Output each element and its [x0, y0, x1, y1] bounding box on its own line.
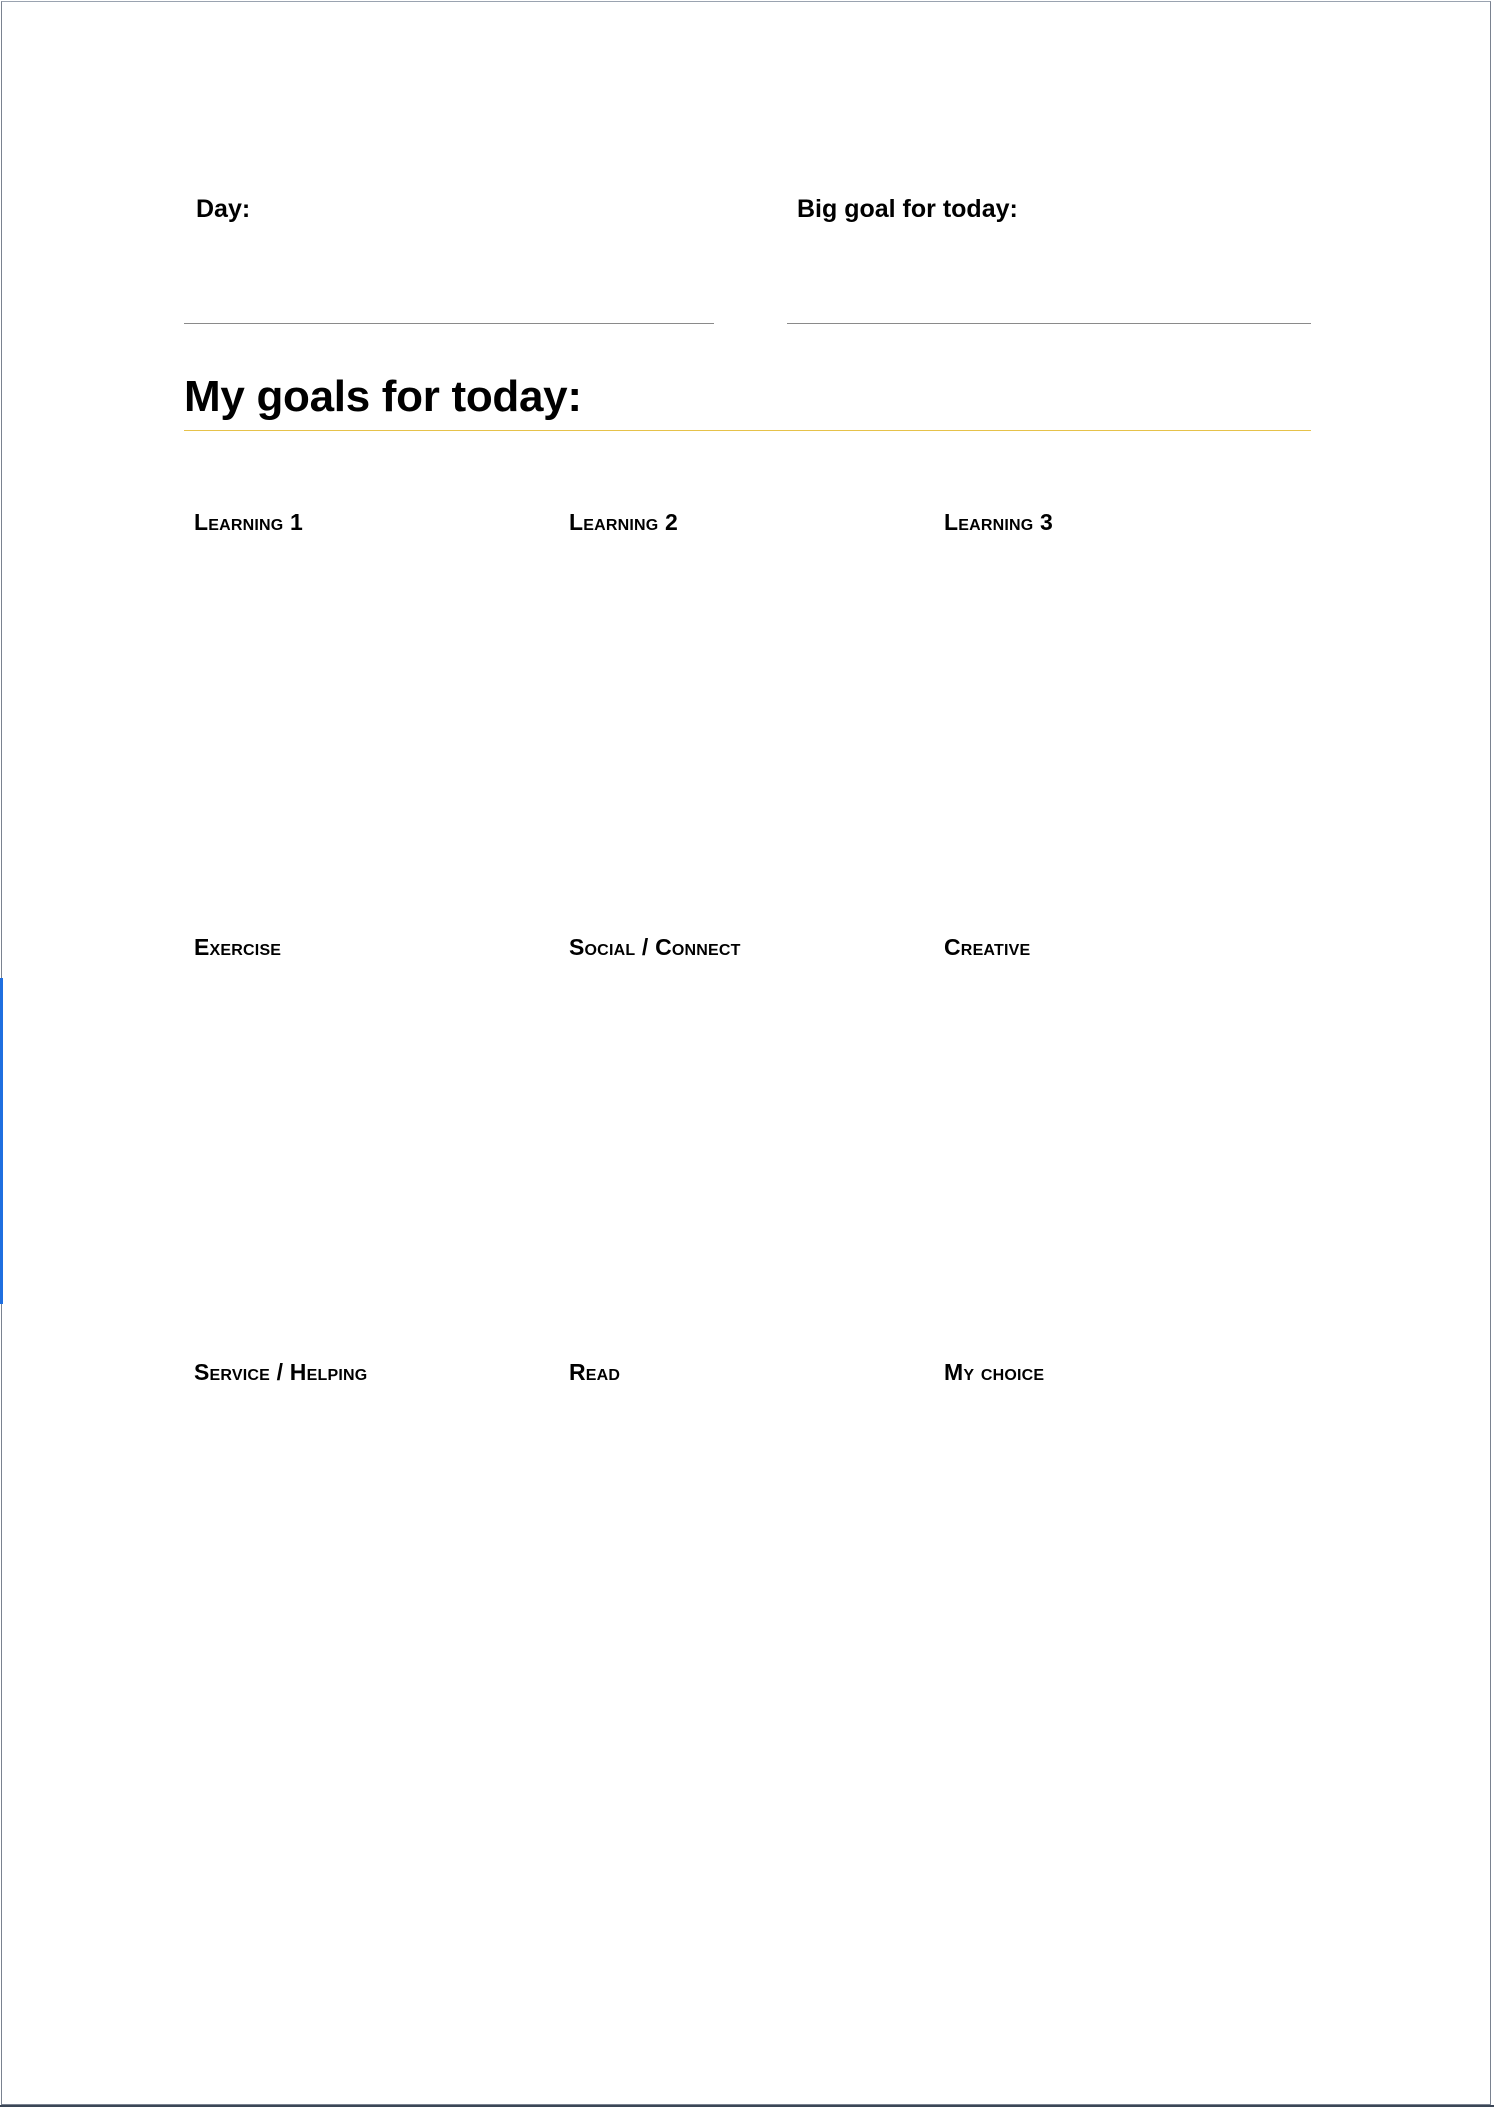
- goal-service-helping-label: Service / Helping: [194, 1359, 368, 1385]
- section-title: My goals for today:: [184, 372, 582, 421]
- goal-learning-3-label: Learning 3: [944, 509, 1054, 535]
- left-edge-accent: [0, 978, 3, 1304]
- day-label: Day:: [196, 195, 251, 223]
- goal-learning-2-label: Learning 2: [569, 509, 679, 535]
- goal-creative-label: Creative: [944, 934, 1031, 960]
- day-input-line[interactable]: [184, 323, 714, 324]
- goal-learning-1-label: Learning 1: [194, 509, 304, 535]
- goal-social-connect-label: Social / Connect: [569, 934, 741, 960]
- section-rule: [184, 430, 1311, 431]
- goal-exercise-label: Exercise: [194, 934, 282, 960]
- page-bottom-border: [0, 2105, 1494, 2107]
- goal-read-label: Read: [569, 1359, 621, 1385]
- goal-my-choice-label: My choice: [944, 1359, 1045, 1385]
- big-goal-input-line[interactable]: [787, 323, 1311, 324]
- big-goal-label: Big goal for today:: [797, 195, 1018, 223]
- document-page: [1, 1, 1491, 2105]
